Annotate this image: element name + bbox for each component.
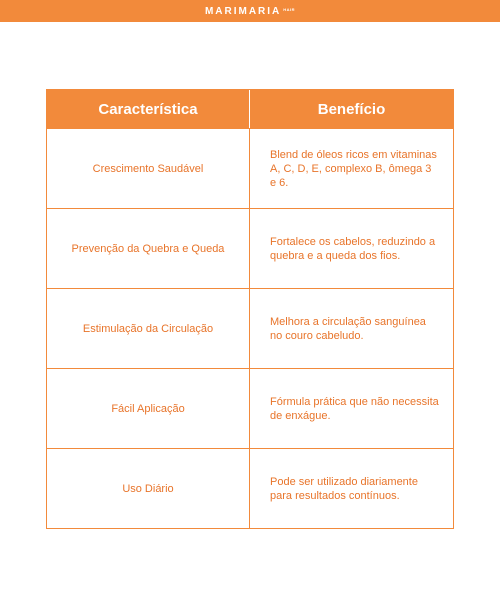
row-benefit: Fórmula prática que não necessita de enxágue. <box>270 395 439 422</box>
row-feature: Crescimento Saudável <box>47 129 250 208</box>
table-row <box>47 128 453 208</box>
row-benefit: Melhora a circulação sanguínea no couro cabeludo. <box>270 315 426 342</box>
header-benefit: Benefício <box>317 100 386 118</box>
brand-name: MARIMARIA <box>204 5 282 17</box>
row-feature: Uso Diário <box>47 449 250 528</box>
row-benefit: Fortalece os cabelos, reduzindo a quebra e a queda dos fios. <box>270 235 436 262</box>
header-feature: Característica <box>47 90 250 128</box>
table-row <box>47 208 453 288</box>
brand-logo <box>205 6 295 17</box>
table-header <box>47 90 453 128</box>
row-benefit: Pode ser utilizado diariamente para resultados contínuos. <box>270 475 418 502</box>
table-row <box>47 368 453 448</box>
row-feature: Fácil Aplicação <box>47 369 250 448</box>
row-benefit: Blend de óleos ricos em vitaminas A, C, D, E, complexo B, ômega 3 e 6. <box>270 148 437 189</box>
comparison-table <box>46 89 454 529</box>
table-row <box>47 448 453 528</box>
table-row <box>47 288 453 368</box>
row-feature: Prevenção da Quebra e Queda <box>47 209 250 288</box>
top-bar <box>0 0 500 22</box>
row-feature: Estimulação da Circulação <box>47 289 250 368</box>
brand-sub: HAIR <box>283 6 296 12</box>
